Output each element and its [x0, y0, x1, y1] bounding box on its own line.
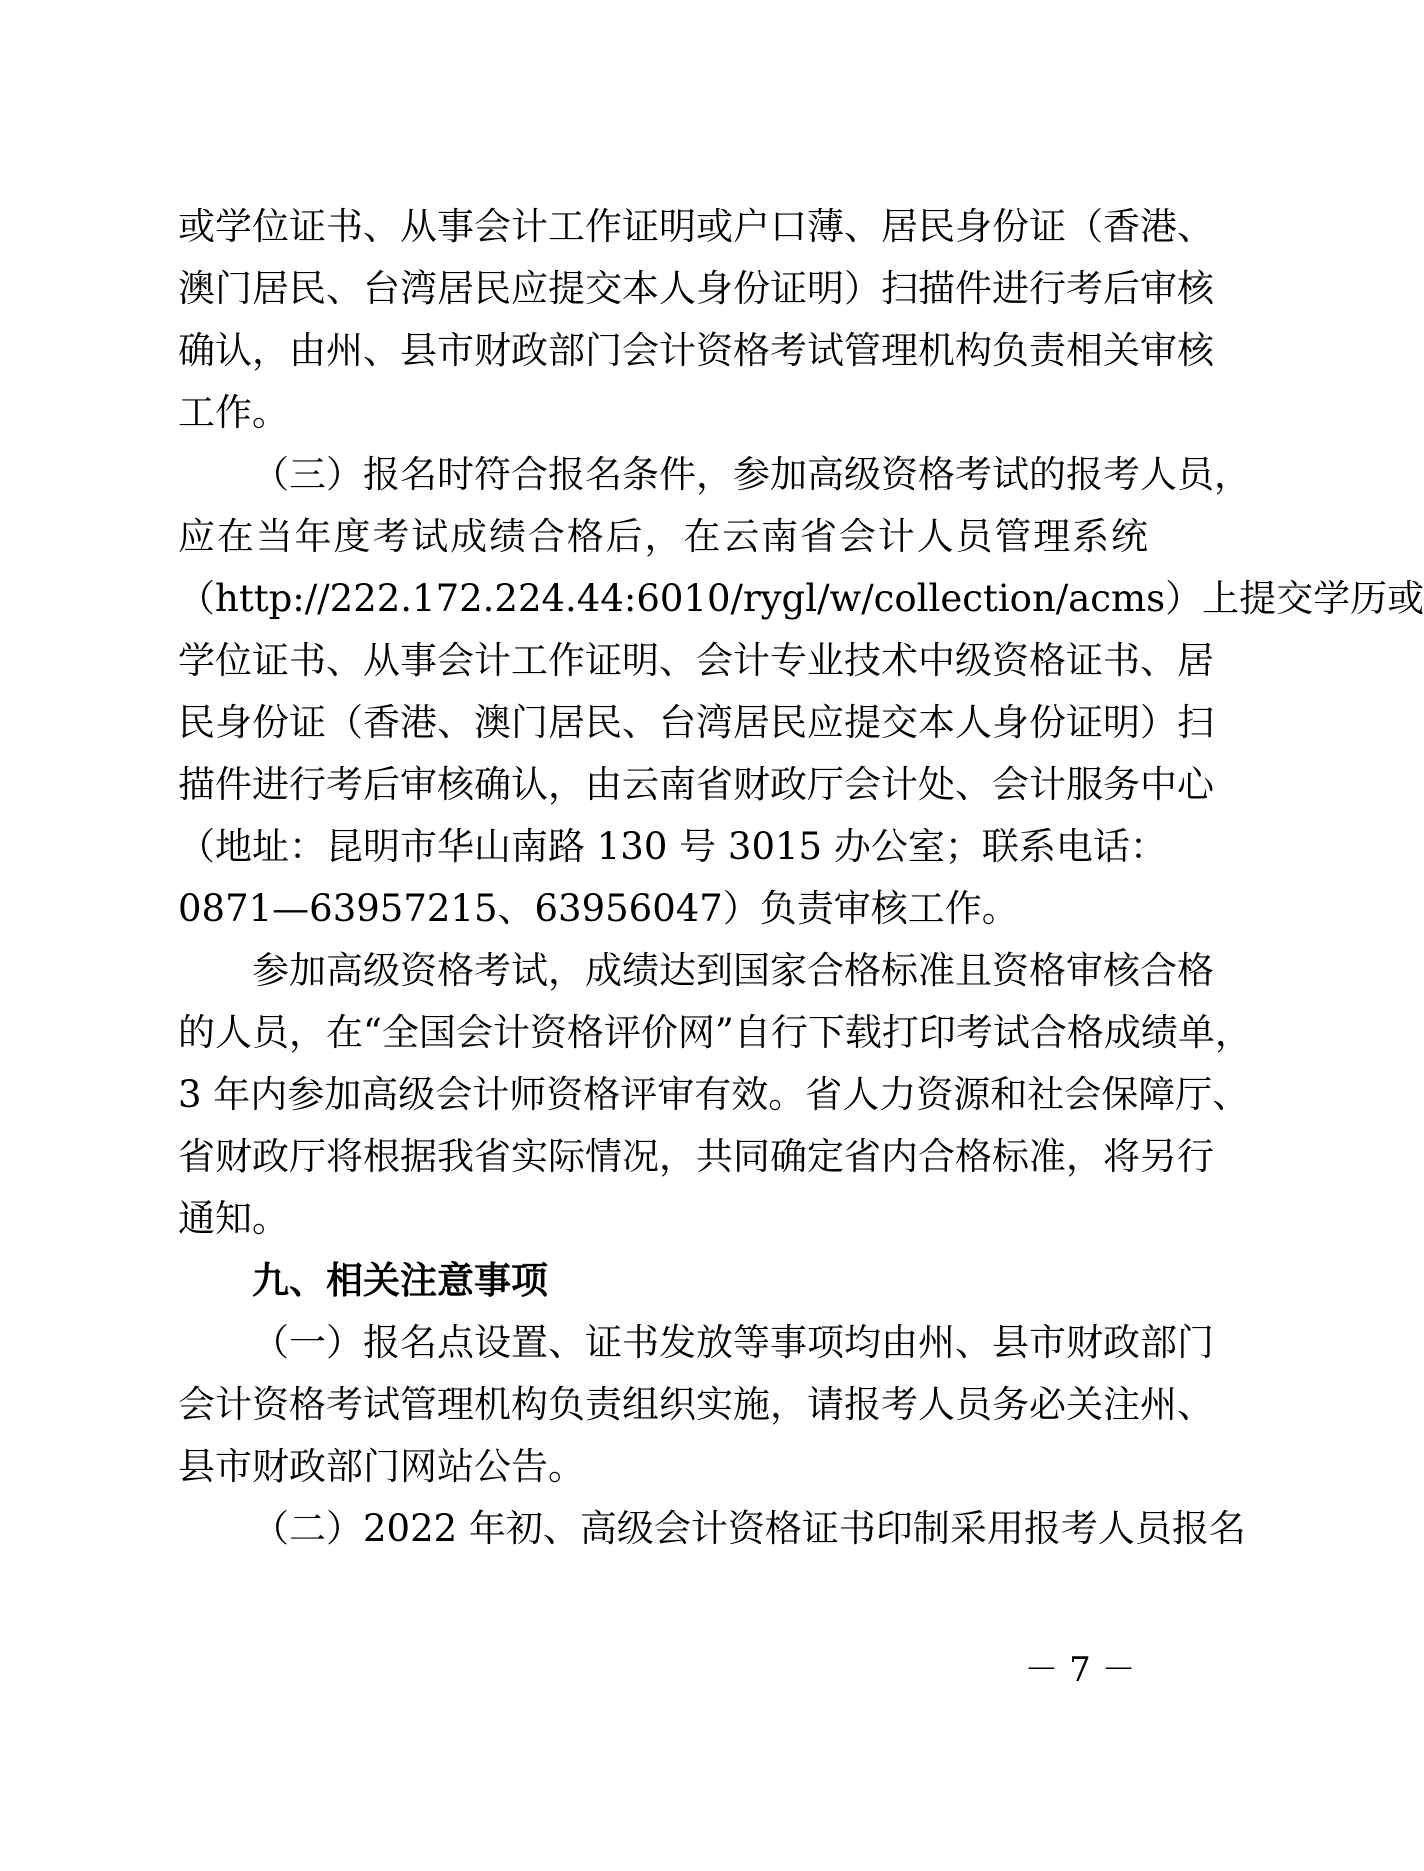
text-line: （一）报名点设置、证书发放等事项均由州、县市财政部门: [252, 1321, 1214, 1364]
text-line: （地址：昆明市华山南路 130 号 3015 办公室；联系电话：: [178, 825, 1167, 868]
text-line: 会计资格考试管理机构负责组织实施，请报考人员务必关注州、: [178, 1383, 1214, 1426]
text-line: 省财政厅将根据我省实际情况，共同确定省内合格标准，将另行: [178, 1135, 1214, 1178]
text-line: 工作。: [178, 391, 289, 434]
section-heading: 九、相关注意事项: [252, 1259, 548, 1302]
text-line: 描件进行考后审核确认，由云南省财政厅会计处、会计服务中心: [178, 763, 1214, 806]
text-line: 通知。: [178, 1197, 289, 1240]
text-line: 县市财政部门网站公告。: [178, 1445, 585, 1488]
text-line: 的人员，在“全国会计资格评价网”自行下载打印考试合格成绩单，: [178, 1011, 1252, 1054]
text-line: 应在当年度考试成绩合格后，在云南省会计人员管理系统: [178, 515, 1148, 558]
text-line: 学位证书、从事会计工作证明、会计专业技术中级资格证书、居: [178, 639, 1214, 682]
text-line: 确认，由州、县市财政部门会计资格考试管理机构负责相关审核: [178, 329, 1214, 372]
text-line: （三）报名时符合报名条件，参加高级资格考试的报考人员，: [252, 453, 1251, 496]
url-text-line: （http://222.172.224.44:6010/rygl/w/collection/acms）上提交学历或: [178, 577, 1424, 620]
text-line: 澳门居民、台湾居民应提交本人身份证明）扫描件进行考后审核: [178, 267, 1214, 310]
text-line: 或学位证书、从事会计工作证明或户口薄、居民身份证（香港、: [178, 205, 1214, 248]
text-line: 0871—63957215、63956047）负责审核工作。: [178, 887, 1019, 930]
text-line: 参加高级资格考试，成绩达到国家合格标准且资格审核合格: [252, 949, 1214, 992]
page-number: － 7 －: [1024, 1650, 1136, 1690]
text-line: 民身份证（香港、澳门居民、台湾居民应提交本人身份证明）扫: [178, 701, 1214, 744]
text-line: （二）2022 年初、高级会计资格证书印制采用报考人员报名: [252, 1507, 1246, 1550]
text-line: 3 年内参加高级会计师资格评审有效。省人力资源和社会保障厅、: [178, 1073, 1250, 1116]
